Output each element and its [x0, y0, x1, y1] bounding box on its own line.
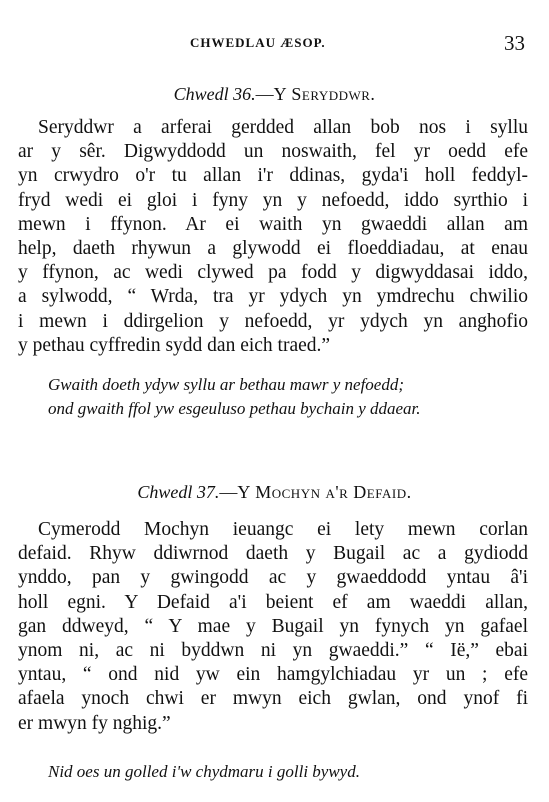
- fable-36-line: Seryddwr a arferai gerdded allan bob nos i syllu: [38, 117, 528, 138]
- fable-36-line: y pethau cyffredin sydd dan eich traed.”: [18, 334, 331, 356]
- fable-37-label: Chwedl 37.: [137, 482, 220, 502]
- fable-37-heading: [0, 482, 549, 503]
- fable-36-heading: [0, 84, 549, 105]
- fable-36-line: y ffynon, ac wedi clywed pa fodd y digwyddasai iddo,: [18, 262, 528, 284]
- fable-37-title: Y Mochyn a'r Defaid.: [237, 482, 412, 502]
- page-number: 33: [504, 31, 525, 55]
- fable-37-dash: —: [219, 482, 238, 502]
- fable-36-moral: [48, 373, 421, 421]
- fable-37-line: er mwyn fy nghig.”: [18, 712, 171, 734]
- fable-37-text: [18, 518, 528, 736]
- fable-36-dash: —: [255, 84, 274, 104]
- fable-37-line: ynom ni, ac ni byddwn ni yn gwaeddi.” “ Ië,” ebai: [18, 639, 528, 661]
- fable-37-line: ynddo, pan y gwingodd ac y gwaeddodd yntau â'i: [18, 567, 528, 589]
- running-head: [0, 31, 549, 59]
- fable-37-line: defaid. Rhyw ddiwrnod daeth y Bugail ac a gydiodd: [18, 543, 528, 565]
- fable-36-line: ar y sêr. Digwyddodd un noswaith, fel yr oedd efe: [18, 141, 528, 163]
- fable-37-line: afaela ynoch chwi er mwyn eich gwlan, ond ynof fi: [18, 688, 528, 710]
- fable-36-line: mewn i ffynon. Ar ei waith yn gwaeddi allan am: [18, 213, 528, 235]
- fable-36-line: i mewn i ddirgelion y nefoedd, yr ydych yn anghofio: [18, 310, 528, 332]
- fable-37-line: yntau, “ ond nid yw ein hamgylchiadau yr un ; efe: [18, 664, 528, 686]
- fable-36-moral-line: Gwaith doeth ydyw syllu ar bethau mawr y nefoedd;: [48, 375, 405, 394]
- fable-37-line: gan ddweyd, “ Y mae y Bugail yn fynych yn gafael: [18, 615, 528, 637]
- fable-37-moral: Nid oes un golled i'w chydmaru i golli bywyd.: [48, 762, 360, 781]
- fable-36-line: fryd wedi ei gloi i fyny yn y nefoedd, iddo syrthio i: [18, 189, 528, 211]
- fable-36-line: yn crwydro o'r tu allan i'r ddinas, gyda'i holl feddyl-: [18, 165, 528, 187]
- running-title: CHWEDLAU ÆSOP.: [190, 35, 326, 50]
- fable-36-moral-line: ond gwaith ffol yw esgeuluso pethau bychain y ddaear.: [48, 399, 421, 418]
- fable-36-line: help, daeth rhywun a glywodd ei floeddiadau, at enau: [18, 237, 528, 259]
- fable-36-text: [18, 116, 528, 358]
- fable-36-label: Chwedl 36.: [173, 84, 256, 104]
- fable-36-line: a sylwodd, “ Wrda, tra yr ydych yn ymdrechu chwilio: [18, 286, 528, 308]
- fable-36-title: Y Seryddwr.: [273, 84, 376, 104]
- fable-37-line: holl egni. Y Defaid a'i beient ef am waeddi allan,: [18, 591, 528, 613]
- fable-37-line: Cymerodd Mochyn ieuangc ei lety mewn corlan: [38, 519, 528, 540]
